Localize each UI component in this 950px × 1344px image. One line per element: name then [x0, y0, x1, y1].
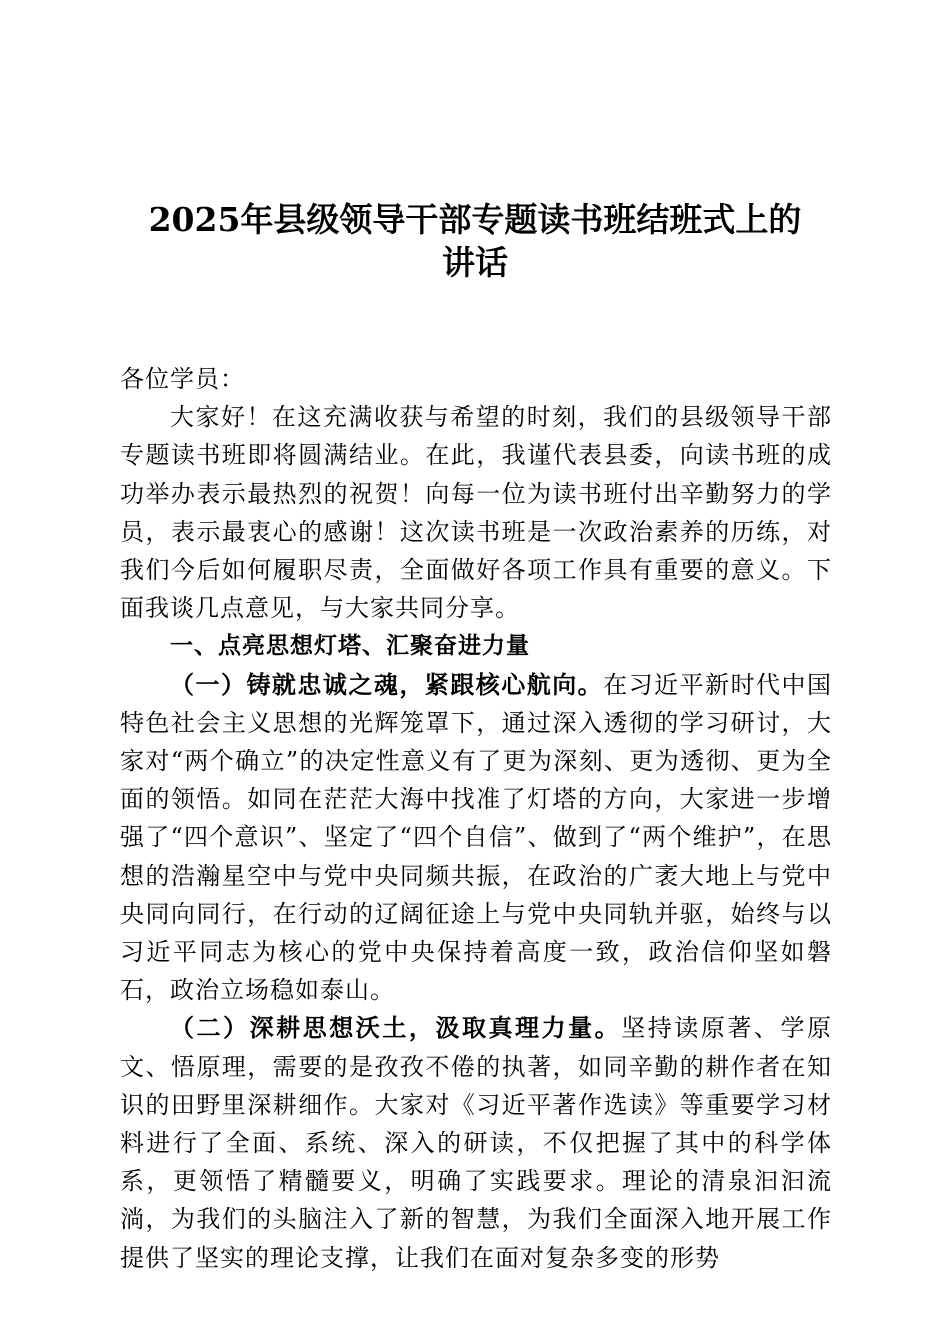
salutation: 各位学员：: [120, 365, 245, 393]
document-title-line-1: 2025年县级领导干部专题读书班结班式上的: [148, 200, 802, 239]
paragraph-2-text: 坚持读原著、学原文、悟原理，需要的是孜孜不倦的执著，如同辛勤的耕作者在知识的田野里深耕细作。大家对《习近平著作选读》等重要学习材料进行了全面、系统、深入的研读，不仅把握了其中的科学体系，更领悟了精髓要义，明确了实践要求。理论的清泉汩汩流淌，为我们的头脑注入了新的智慧，为我们全面深入地开展工作提供了坚实的理论支撑，让我们在面对复杂多变的形势: [120, 1014, 833, 1272]
paragraph-1: [120, 666, 832, 1010]
document-title-line-2: 讲话: [442, 243, 508, 282]
paragraph-1-subheading: （一）铸就忠诚之魂，紧跟核心航向。: [170, 669, 604, 699]
section-heading-1: 一、点亮思想灯塔、汇聚奋进力量: [170, 633, 530, 660]
paragraph-2: [120, 1009, 832, 1276]
intro-paragraph: 大家好！在这充满收获与希望的时刻，我们的县级领导干部专题读书班即将圆满结业。在此，我谨代表县委，向读书班的成功举办表示最热烈的祝贺！向每一位为读书班付出辛勤努力的学员，表示最衷心的感谢！这次读书班是一次政治素养的历练，对我们今后如何履职尽责，全面做好各项工作具有重要的意义。下面我谈几点意见，与大家共同分享。: [120, 403, 832, 623]
paragraph-2-subheading: （二）深耕思想沃土，汲取真理力量。: [170, 1013, 622, 1043]
document-body: [120, 360, 832, 1277]
paragraph-1-text: 在习近平新时代中国特色社会主义思想的光辉笼罩下，通过深入透彻的学习研讨，大家对“两个确立”的决定性意义有了更为深刻、更为透彻、更为全面的领悟。如同在茫茫大海中找准了灯塔的方向，大家进一步增强了“四个意识”、坚定了“四个自信”、做到了“两个维护”，在思想的浩瀚星空中与党中央同频共振，在政治的广袤大地上与党中央同向同行，在行动的辽阔征途上与党中央同轨并驱，始终与以习近平同志为核心的党中央保持着高度一致，政治信仰坚如磐石，政治立场稳如泰山。: [120, 670, 833, 1005]
